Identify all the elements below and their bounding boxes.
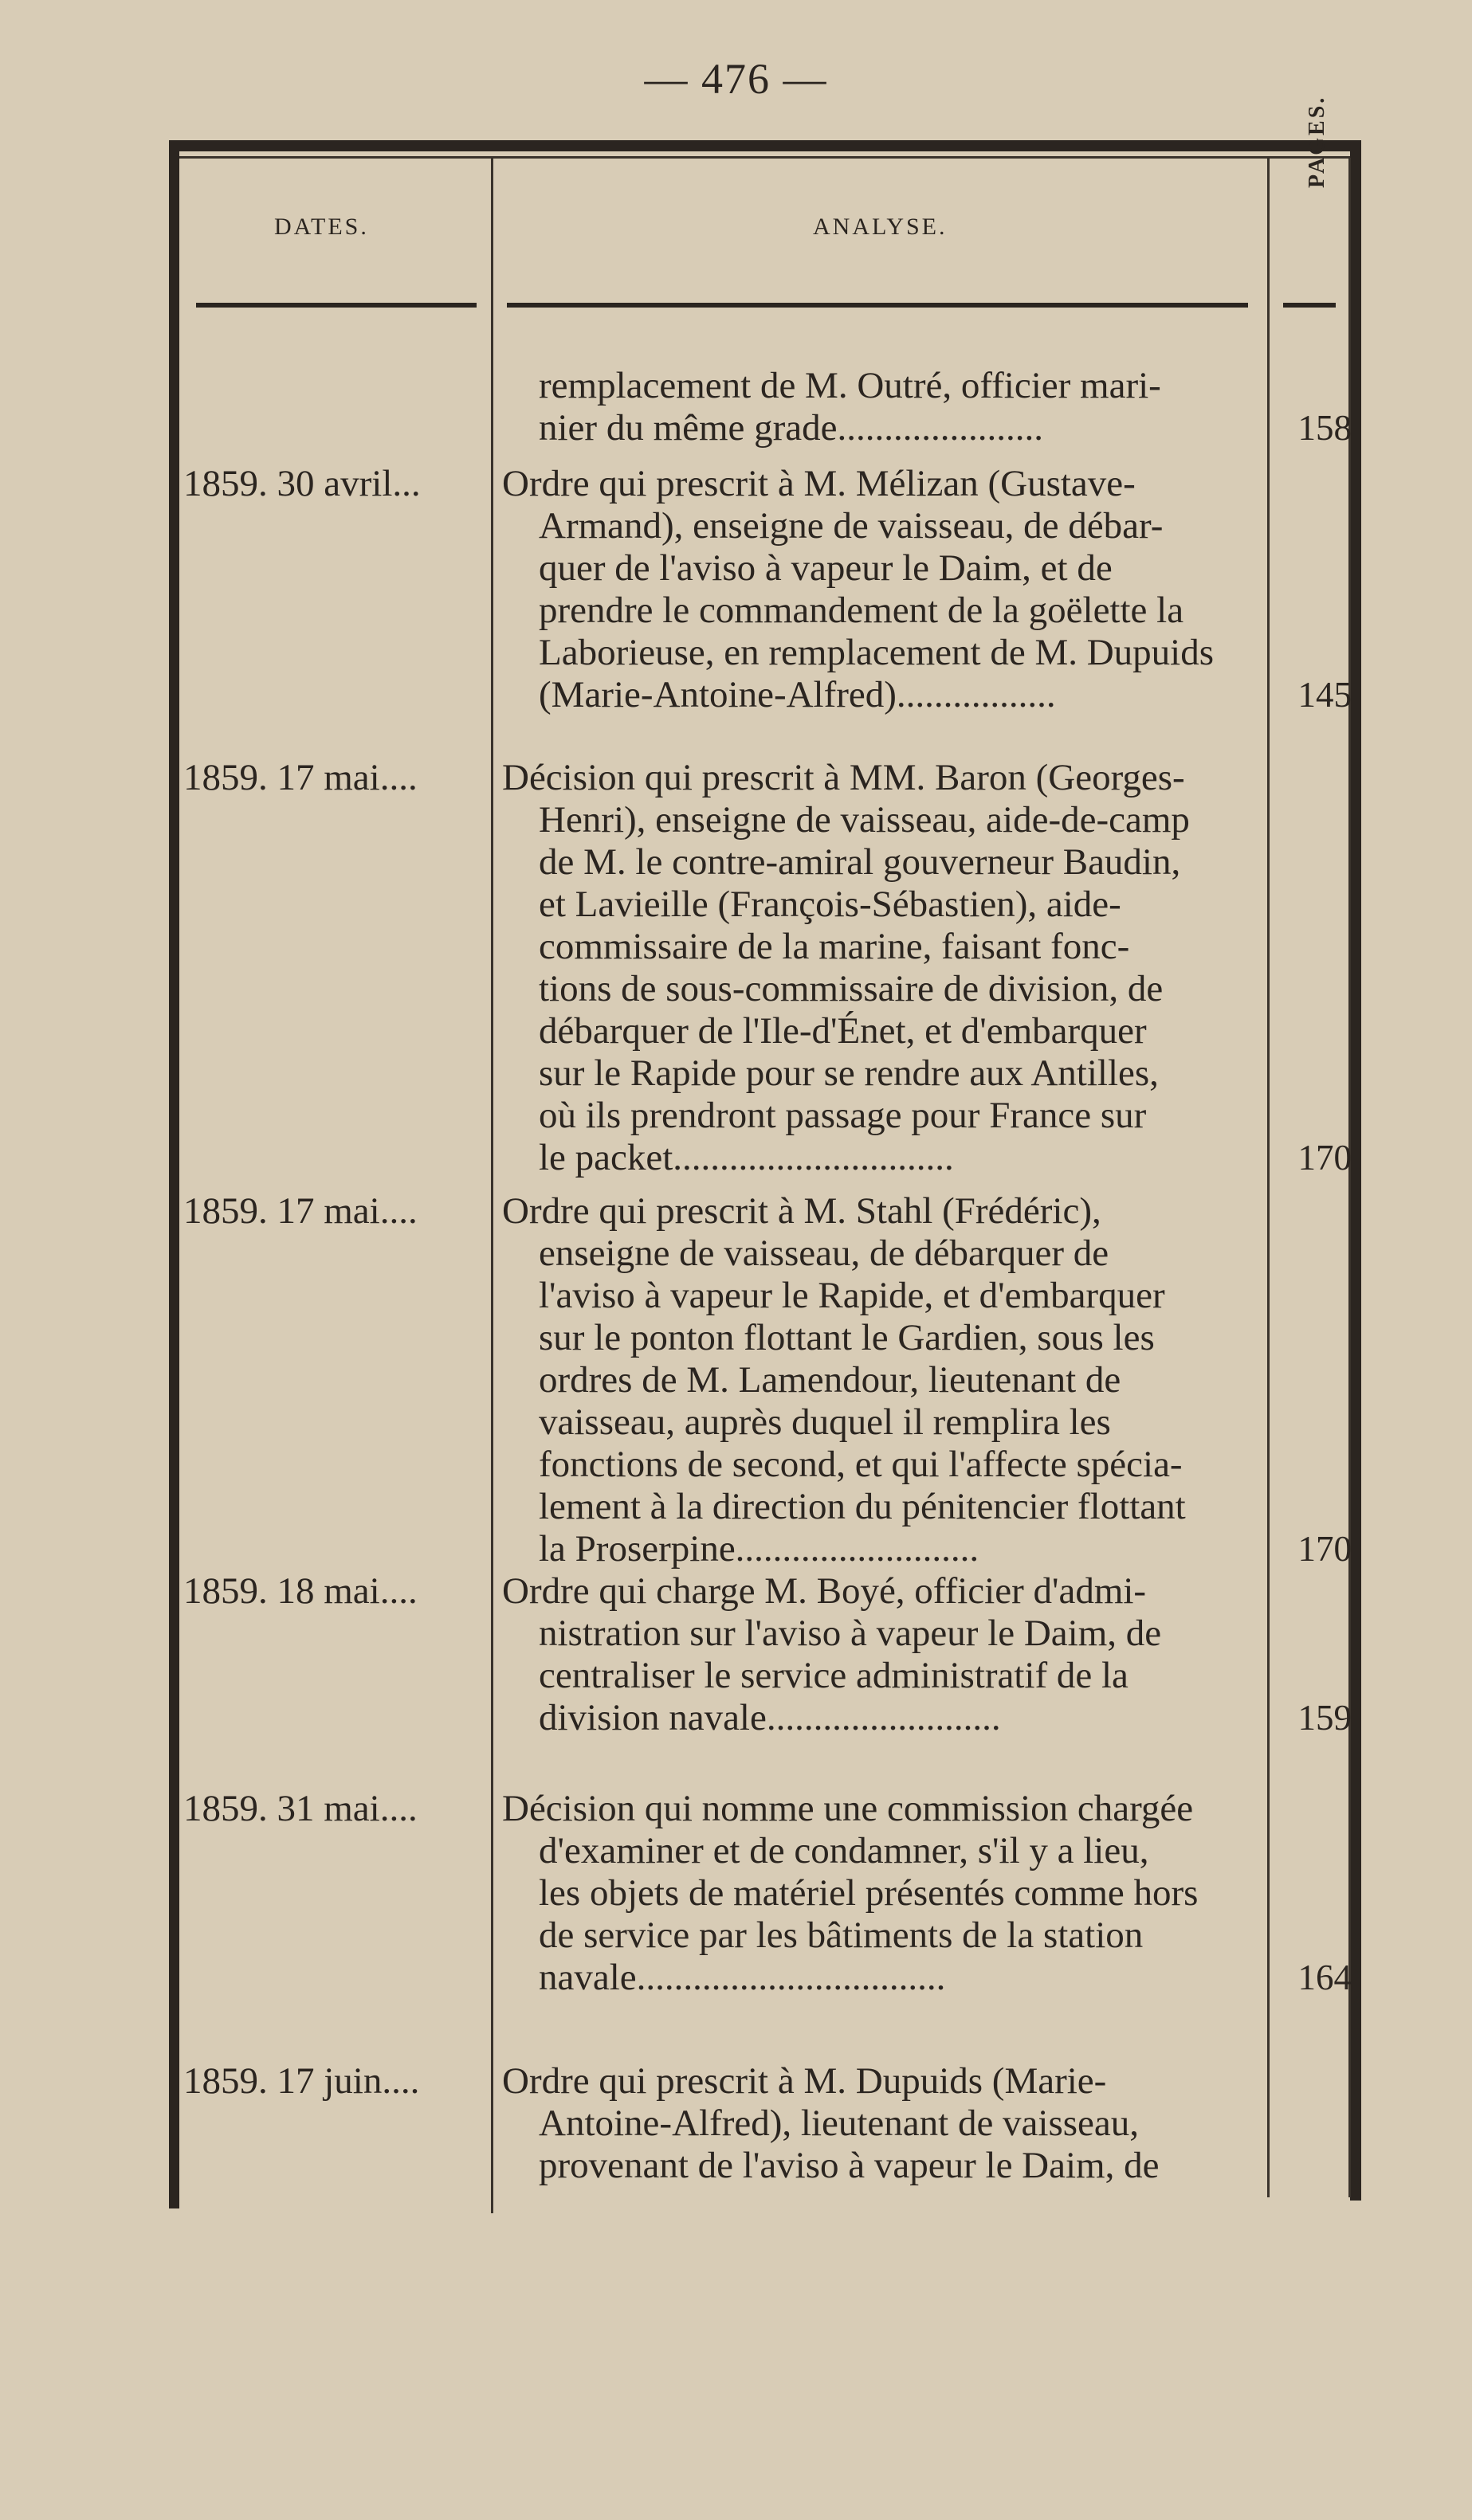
analysis-line: fonctions de second, et qui l'affecte spécia- [539, 1444, 1183, 1485]
page-number: — 476 — [644, 55, 828, 103]
entry-analysis [502, 365, 1254, 449]
entry-analysis [502, 463, 1254, 716]
analysis-line: commissaire de la marine, faisant fonc- [539, 926, 1130, 967]
analysis-line: Ordre qui prescrit à M. Mélizan (Gustave- [502, 463, 1136, 504]
analysis-line: (Marie-Antoine-Alfred)................. [539, 674, 1056, 715]
entry-page-ref: 170 [1297, 1529, 1352, 1569]
analysis-line: division navale......................... [539, 1697, 1001, 1738]
entry-analysis [502, 1190, 1254, 1570]
header-pages: PAGES. [1305, 95, 1329, 188]
column-divider-dates [491, 158, 493, 2213]
analysis-line: Décision qui nomme une commission chargée [502, 1788, 1194, 1829]
analysis-line: prendre le commandement de la goëlette la [539, 590, 1184, 631]
analysis-line: Décision qui prescrit à MM. Baron (Georges- [502, 757, 1185, 798]
analysis-line: Armand), enseigne de vaisseau, de débar- [539, 505, 1164, 547]
analysis-line: Henri), enseigne de vaisseau, aide-de-camp [539, 799, 1190, 841]
analysis-line: vaisseau, auprès duquel il remplira les [539, 1401, 1111, 1443]
analysis-line: de service par les bâtiments de la station [539, 1914, 1144, 1956]
entry-analysis [502, 2060, 1254, 2187]
entry-date: 1859. 31 mai.... [183, 1788, 418, 1829]
analysis-line: Laborieuse, en remplacement de M. Dupuids [539, 632, 1215, 673]
analysis-line: quer de l'aviso à vapeur le Daim, et de [539, 547, 1113, 589]
header-rule-pages [1283, 303, 1336, 308]
top-rule-thin [169, 156, 1361, 159]
analysis-line: Antoine-Alfred), lieutenant de vaisseau, [539, 2103, 1140, 2144]
analysis-line: d'examiner et de condamner, s'il y a lieu, [539, 1830, 1149, 1871]
analysis-line: remplacement de M. Outré, officier mari- [539, 365, 1161, 406]
analysis-line: enseigne de vaisseau, de débarquer de [539, 1233, 1109, 1274]
analysis-line: ordres de M. Lamendour, lieutenant de [539, 1359, 1121, 1401]
entry-page-ref: 164 [1297, 1958, 1352, 1997]
entry-date: 1859. 30 avril... [183, 463, 421, 504]
header-dates: DATES. [274, 214, 369, 240]
entry-date: 1859. 17 mai.... [183, 757, 418, 798]
header-rule-analyse [507, 303, 1248, 308]
analysis-line: tions de sous-commissaire de division, de [539, 968, 1164, 1009]
entry-page-ref: 170 [1297, 1138, 1352, 1178]
entry-analysis [502, 1788, 1254, 1999]
entry-analysis [502, 1570, 1254, 1739]
analysis-line: débarquer de l'Ile-d'Énet, et d'embarquer [539, 1010, 1147, 1052]
analysis-line: et Lavieille (François-Sébastien), aide- [539, 884, 1121, 925]
analysis-line: nier du même grade...................... [539, 407, 1044, 449]
right-border [1350, 140, 1361, 2201]
entry-page-ref: 159 [1297, 1698, 1352, 1738]
entry-page-ref: 145 [1297, 675, 1352, 715]
analysis-line: l'aviso à vapeur le Rapide, et d'embarquer [539, 1275, 1165, 1316]
analysis-line: navale................................. [539, 1957, 946, 1998]
analysis-line: la Proserpine.......................... [539, 1528, 979, 1570]
entry-date: 1859. 17 mai.... [183, 1190, 418, 1232]
header-analyse: ANALYSE. [813, 214, 948, 240]
analysis-line: nistration sur l'aviso à vapeur le Daim, de [539, 1613, 1162, 1654]
entry-page-ref: 158 [1297, 408, 1352, 448]
left-border [169, 140, 179, 2208]
analysis-line: lement à la direction du pénitencier flottant [539, 1486, 1186, 1527]
header-rule-dates [196, 303, 477, 308]
analysis-line: les objets de matériel présentés comme hors [539, 1872, 1199, 1914]
entry-analysis [502, 757, 1254, 1179]
analysis-line: où ils prendront passage pour France sur [539, 1095, 1147, 1136]
analysis-line: centraliser le service administratif de la [539, 1655, 1129, 1696]
analysis-line: provenant de l'aviso à vapeur le Daim, de [539, 2145, 1160, 2186]
entry-date: 1859. 17 juin.... [183, 2060, 420, 2102]
analysis-line: Ordre qui prescrit à M. Dupuids (Marie- [502, 2060, 1107, 2102]
table-frame [169, 95, 1361, 2201]
analysis-line: sur le ponton flottant le Gardien, sous les [539, 1317, 1155, 1358]
analysis-line: de M. le contre-amiral gouverneur Baudin, [539, 841, 1181, 883]
entry-date: 1859. 18 mai.... [183, 1570, 418, 1612]
top-rule [169, 140, 1361, 151]
analysis-line: sur le Rapide pour se rendre aux Antilles, [539, 1052, 1159, 1094]
analysis-line: Ordre qui prescrit à M. Stahl (Frédéric), [502, 1190, 1101, 1232]
analysis-line: Ordre qui charge M. Boyé, officier d'admi- [502, 1570, 1147, 1612]
analysis-line: le packet.............................. [539, 1137, 954, 1178]
